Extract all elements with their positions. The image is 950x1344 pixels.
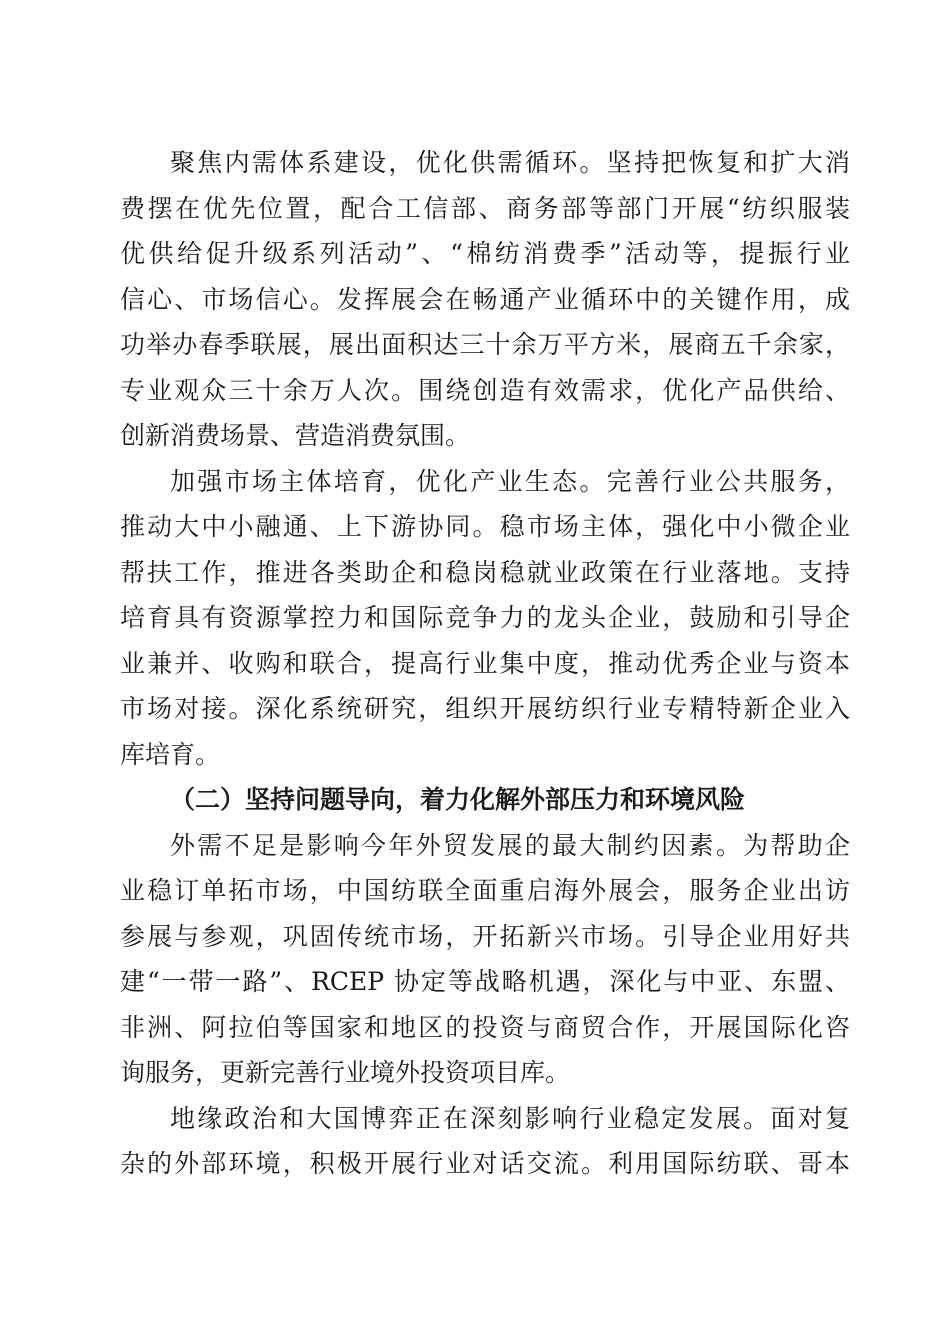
paragraph-line: 加强市场主体培育，优化产业生态。完善行业公共服务， (170, 466, 850, 496)
paragraph-line: 业稳订单拓市场，中国纺联全面重启海外展会，服务企业出访 (120, 876, 850, 905)
paragraph-line: 参展与参观，巩固传统市场，开拓新兴市场。引导企业用好共 (120, 921, 850, 951)
paragraph-line: 建“一带一路”、RCEP 协定等战略机遇，深化与中亚、东盟、 (120, 967, 850, 996)
paragraph-line: 功举办春季联展，展出面积达三十余万平方米，展商五千余家， (120, 330, 850, 359)
paragraph-line: 培育具有资源掌控力和国际竞争力的龙头企业，鼓励和引导企 (120, 603, 850, 632)
paragraph-line: 信心、市场信心。发挥展会在畅通产业循环中的关键作用，成 (120, 284, 850, 314)
paragraph-line: 创新消费场景、营造消费氛围。 (120, 421, 471, 450)
paragraph-line: 询服务，更新完善行业境外投资项目库。 (120, 1058, 571, 1087)
paragraph-line: 杂的外部环境，积极开展行业对话交流。利用国际纺联、哥本 (120, 1149, 850, 1178)
paragraph-line: 优供给促升级系列活动”、“棉纺消费季”活动等，提振行业 (120, 239, 850, 268)
paragraph-line: 费摆在优先位置，配合工信部、商务部等部门开展“纺织服装 (120, 193, 850, 223)
paragraph-line: 非洲、阿拉伯等国家和地区的投资与商贸合作，开展国际化咨 (120, 1012, 850, 1042)
paragraph-line: 专业观众三十余万人次。围绕创造有效需求，优化产品供给、 (120, 375, 850, 405)
paragraph-line: 市场对接。深化系统研究，组织开展纺织行业专精特新企业入 (120, 694, 850, 723)
paragraph-line: 帮扶工作，推进各类助企和稳岗稳就业政策在行业落地。支持 (120, 557, 850, 587)
body-text (120, 140, 850, 1187)
paragraph-line: 推动大中小融通、上下游协同。稳市场主体，强化中小微企业 (120, 512, 850, 541)
paragraph-line: 地缘政治和大国博弈正在深刻影响行业稳定发展。面对复 (170, 1103, 850, 1133)
paragraph-line: 库培育。 (120, 739, 221, 769)
paragraph-line: 外需不足是影响今年外贸发展的最大制约因素。为帮助企 (170, 830, 850, 860)
paragraph-line: 聚焦内需体系建设，优化供需循环。坚持把恢复和扩大消 (170, 148, 850, 177)
paragraph-line: 业兼并、收购和联合，提高行业集中度，推动优秀企业与资本 (120, 648, 850, 678)
section-heading: （二）坚持问题导向，着力化解外部压力和环境风险 (170, 785, 746, 814)
